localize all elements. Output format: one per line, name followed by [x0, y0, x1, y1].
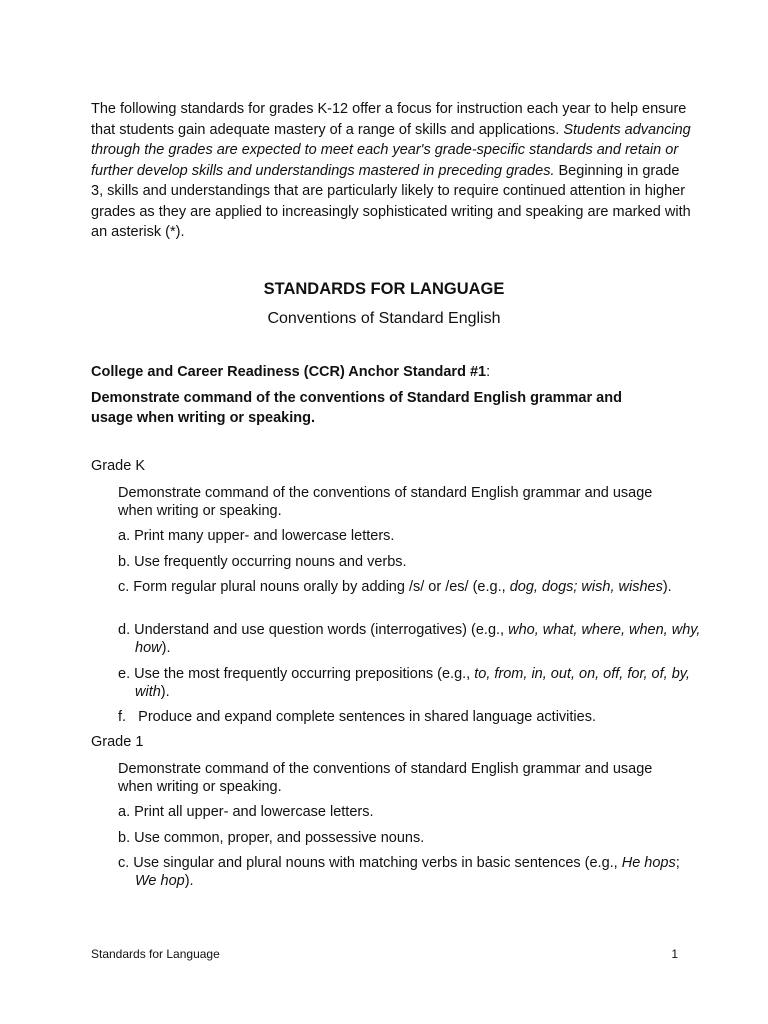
grade-1-label: Grade 1: [91, 734, 144, 750]
page-subtitle: Conventions of Standard English: [267, 310, 501, 327]
intro-text-3: Beginning in grade 3, skills and understandings that are particularly likely to require continued attention in higher grades as they are applied to increasingly sophisticated writing and speaking are marked with an asterisk (*).: [91, 162, 691, 240]
grade-k-item-f: f. Produce and expand complete sentences in shared language activities.: [118, 709, 596, 725]
grade-1-item-b: b. Use common, proper, and possessive nouns.: [118, 830, 425, 846]
intro-text-1: The following standards for grades K-12 offer a focus for instruction each year to help ensure that students gain adequate mastery of a range of skills and applications.: [91, 101, 687, 138]
grade-k-e-examples: to, from, in, out, on, off, for, of, by, with: [135, 666, 690, 700]
grade-k-d-examples: who, what, where, when, why, how: [135, 622, 701, 656]
anchor-label-colon: :: [486, 364, 491, 380]
footer-title: Standards for Language: [91, 947, 220, 961]
page-title: STANDARDS FOR LANGUAGE: [263, 280, 505, 298]
grade-k-c-post: ).: [662, 579, 672, 595]
grade-k-item-c: [118, 578, 688, 596]
grade-k-item-d: [118, 621, 705, 657]
grade-k-label: Grade K: [91, 458, 145, 474]
grade-1-c-example-1: He hops: [621, 855, 676, 871]
grade-k-c-examples: dog, dogs; wish, wishes: [509, 579, 663, 595]
anchor-label-text: College and Career Readiness (CCR) Anchor Standard #1: [91, 364, 487, 380]
grade-1-c-example-2: We hop: [135, 873, 185, 889]
grade-k-e-pre: e. Use the most frequently occurring prepositions (e.g.,: [118, 666, 475, 682]
grade-k-item-e: [118, 665, 705, 701]
grade-1-item-c: [118, 854, 705, 890]
grade-1-item-a: a. Print all upper- and lowercase letters.: [118, 804, 374, 820]
grade-k-item-a: a. Print many upper- and lowercase letters.: [118, 528, 395, 544]
grade-k-e-post: ).: [160, 684, 170, 700]
intro-paragraph: [91, 99, 691, 243]
grade-1-c-sep: ;: [675, 855, 680, 871]
grade-k-item-b: b. Use frequently occurring nouns and verbs.: [118, 554, 407, 570]
anchor-standard-text: Demonstrate command of the conventions of Standard English grammar and usage when writing or speaking.: [91, 390, 622, 426]
grade-k-d-pre: d. Understand and use question words (interrogatives) (e.g.,: [118, 622, 509, 638]
grade-1-lead: Demonstrate command of the conventions of standard English grammar and usage when writing or speaking.: [118, 761, 653, 795]
intro-text-italic: Students advancing through the grades are expected to meet each year's grade-specific standards and retain or further develop skills and understandings mastered in preceding grades.: [91, 121, 691, 179]
grade-k-c-pre: c. Form regular plural nouns orally by adding /s/ or /es/ (e.g.,: [118, 579, 510, 595]
grade-k-lead: Demonstrate command of the conventions of standard English grammar and usage when writing or speaking.: [118, 485, 653, 519]
grade-k-d-post: ).: [161, 640, 171, 656]
grade-1-c-pre: c. Use singular and plural nouns with matching verbs in basic sentences (e.g.,: [118, 855, 622, 871]
page-number: 1: [671, 947, 678, 961]
grade-1-c-post: ).: [184, 873, 194, 889]
anchor-standard-label: [91, 364, 490, 380]
